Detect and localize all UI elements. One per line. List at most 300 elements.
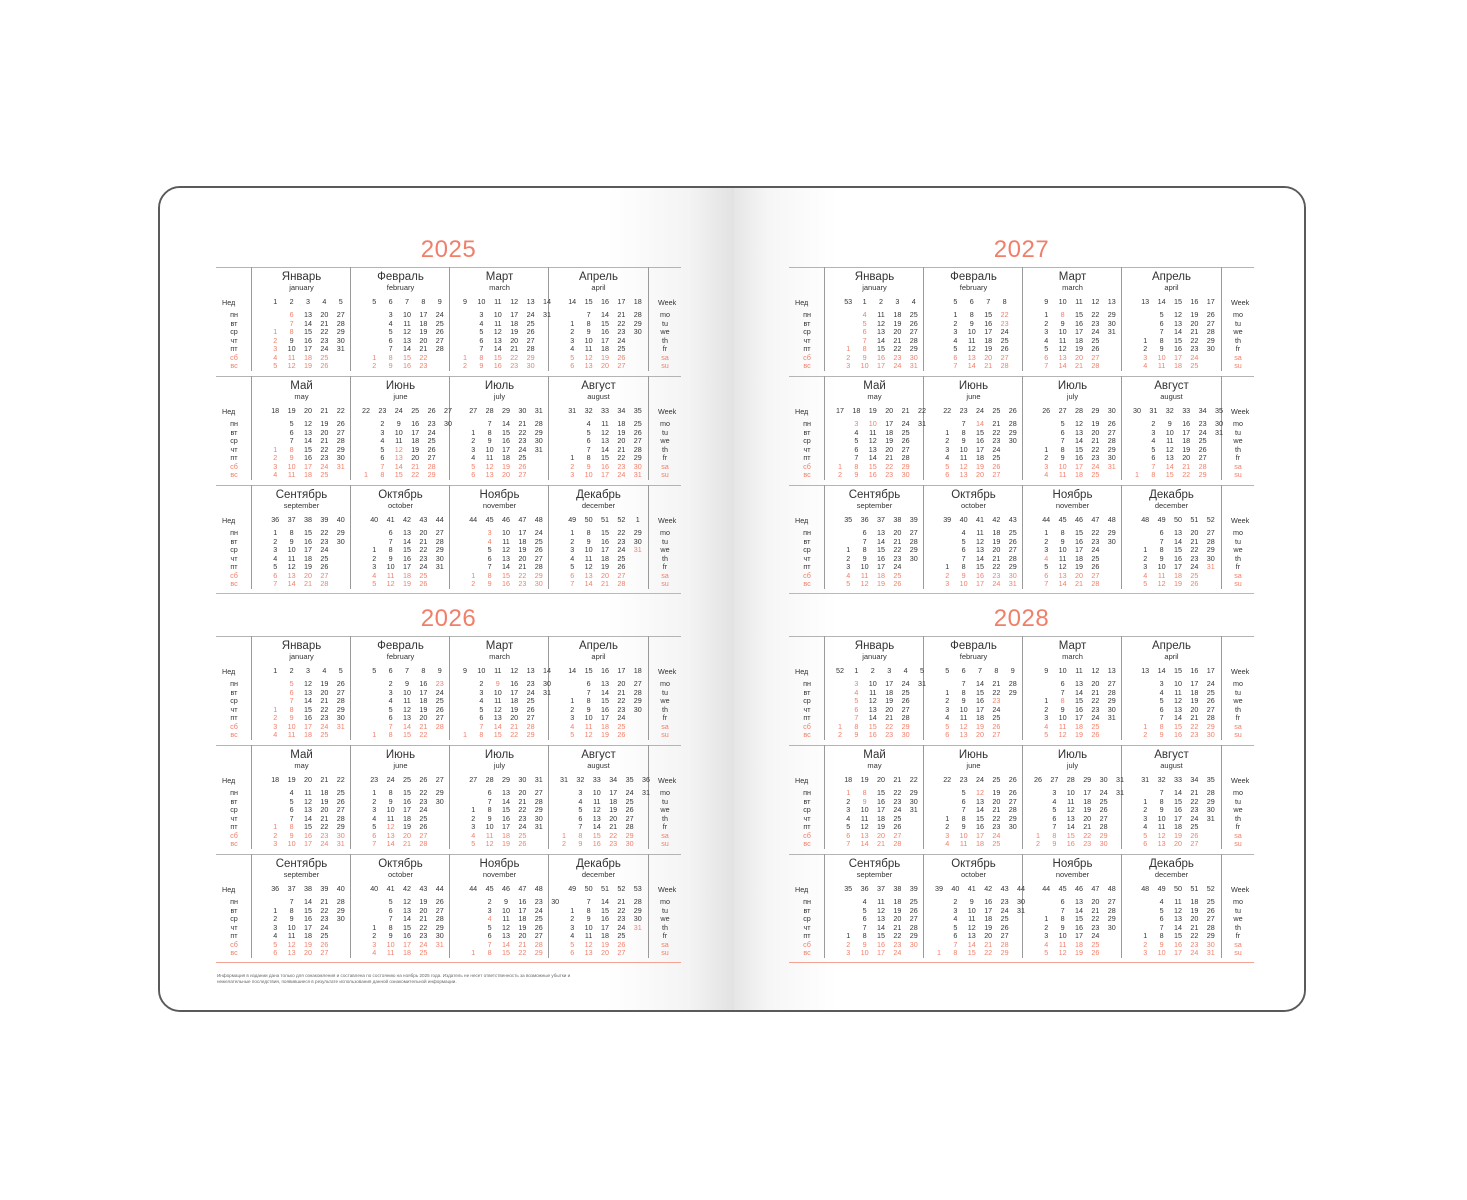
day-label-en: th xyxy=(662,922,668,932)
day-cell: 22 xyxy=(992,687,1001,697)
day-cell: 19 xyxy=(502,461,510,471)
day-cell: 21 xyxy=(411,461,420,471)
day-cell: 20 xyxy=(518,553,527,563)
day-cell: 26 xyxy=(992,461,1001,471)
day-cell: 9 xyxy=(969,318,974,328)
month-name-ru: Август xyxy=(1154,380,1189,392)
day-cell: 7 xyxy=(487,419,492,428)
day-cell: 3 xyxy=(487,905,492,915)
week-number: 30 xyxy=(1133,406,1141,415)
week-number: 44 xyxy=(1042,884,1051,893)
day-cell: 22 xyxy=(617,453,626,462)
day-cell: 3 xyxy=(487,528,492,537)
day-cell: 9 xyxy=(289,536,294,546)
day-cell: 4 xyxy=(1151,436,1156,445)
day-label-ru: ср xyxy=(230,545,238,554)
week-number: 8 xyxy=(1002,297,1007,306)
month-name-en: july xyxy=(1066,761,1079,770)
day-label-en: tu xyxy=(1235,318,1241,328)
day-cell: 4 xyxy=(388,696,393,705)
day-cell: 31 xyxy=(336,839,345,848)
day-cell: 15 xyxy=(601,905,609,915)
week-number: 45 xyxy=(1058,884,1067,893)
year-2025 xyxy=(216,188,681,588)
day-cell: 8 xyxy=(1052,830,1057,840)
day-cell: 10 xyxy=(287,344,296,353)
day-cell: 21 xyxy=(518,796,527,806)
day-cell: 26 xyxy=(320,562,329,571)
day-cell: 22 xyxy=(419,788,428,797)
day-cell: 27 xyxy=(1008,545,1017,554)
day-cell: 28 xyxy=(901,713,910,722)
day-cell: 17 xyxy=(419,310,428,319)
day-cell: 27 xyxy=(435,335,444,345)
week-number: 43 xyxy=(1000,884,1009,893)
day-cell: 14 xyxy=(868,713,877,722)
day-cell: 17 xyxy=(518,528,527,537)
day-cell: 1 xyxy=(1044,310,1049,319)
week-number: 28 xyxy=(485,775,494,784)
day-cell: 2 xyxy=(570,704,575,714)
week-label-en: Week xyxy=(1231,885,1250,894)
column-divider xyxy=(1221,745,1222,849)
week-number: 26 xyxy=(1042,406,1051,415)
day-cell: 1 xyxy=(562,830,566,840)
day-cell: 16 xyxy=(976,570,984,580)
day-cell: 14 xyxy=(493,721,502,731)
day-cell: 15 xyxy=(493,730,502,739)
day-cell: 21 xyxy=(518,419,527,428)
day-cell: 11 xyxy=(1058,553,1067,563)
day-label-ru: сб xyxy=(230,570,238,580)
day-cell: 21 xyxy=(893,335,902,345)
day-label-ru: чт xyxy=(803,922,811,932)
day-cell: 3 xyxy=(570,922,575,932)
day-cell: 25 xyxy=(1190,361,1199,370)
day-cell: 15 xyxy=(1075,528,1083,537)
day-cell: 10 xyxy=(959,579,968,588)
day-label-en: sa xyxy=(661,461,669,471)
day-cell: 1 xyxy=(1036,830,1040,840)
week-number: 1 xyxy=(635,515,640,524)
day-cell: 24 xyxy=(617,470,626,479)
week-number: 28 xyxy=(1075,406,1083,415)
day-cell: 5 xyxy=(372,579,377,588)
day-label-en: we xyxy=(1233,436,1243,445)
week-label-en: Week xyxy=(658,407,677,416)
day-cell: 16 xyxy=(304,453,312,462)
day-cell: 7 xyxy=(862,922,867,932)
day-label-en: tu xyxy=(1235,905,1241,915)
day-cell: 23 xyxy=(1190,730,1199,739)
day-label-ru: вс xyxy=(230,948,238,957)
day-cell: 12 xyxy=(1157,579,1166,588)
week-number: 46 xyxy=(502,884,510,893)
day-cell: 25 xyxy=(617,344,626,353)
day-cell: 29 xyxy=(1198,470,1207,479)
day-cell: 16 xyxy=(1174,805,1182,814)
month-name-en: november xyxy=(1055,870,1090,879)
day-cell: 27 xyxy=(336,805,345,814)
day-cell: 17 xyxy=(976,444,984,454)
day-cell: 26 xyxy=(320,939,329,949)
day-cell: 9 xyxy=(487,579,492,588)
day-cell: 14 xyxy=(1058,361,1067,370)
day-label-ru: пт xyxy=(803,713,811,722)
day-cell: 1 xyxy=(1044,444,1049,454)
month-name-ru: Июль xyxy=(484,380,515,392)
day-cell: 14 xyxy=(976,419,984,428)
day-cell: 30 xyxy=(336,536,345,546)
day-cell: 6 xyxy=(289,310,294,319)
week-number: 14 xyxy=(543,297,551,306)
day-cell: 13 xyxy=(304,805,312,814)
month-name-ru: Июнь xyxy=(958,380,989,392)
day-cell: 11 xyxy=(287,931,296,940)
day-cell: 23 xyxy=(992,822,1001,831)
day-label-en: tu xyxy=(662,796,668,806)
day-cell: 20 xyxy=(1091,679,1100,688)
week-number: 1 xyxy=(854,666,859,675)
day-cell: 9 xyxy=(1159,553,1164,563)
week-number: 3 xyxy=(306,666,310,675)
day-cell: 2 xyxy=(1143,730,1148,739)
day-cell: 22 xyxy=(1083,830,1092,840)
week-number: 20 xyxy=(304,406,312,415)
day-cell: 9 xyxy=(388,931,393,940)
month-june xyxy=(924,746,1023,850)
day-cell: 30 xyxy=(534,436,543,445)
day-cell: 19 xyxy=(1075,562,1083,571)
day-cell: 14 xyxy=(976,553,984,563)
day-label-ru: ср xyxy=(803,436,811,445)
day-cell: 6 xyxy=(854,704,859,714)
day-cell: 4 xyxy=(1143,822,1148,831)
day-cell: 2 xyxy=(479,679,484,688)
day-cell: 20 xyxy=(320,310,329,319)
day-cell: 30 xyxy=(1008,570,1017,580)
day-cell: 10 xyxy=(967,905,976,915)
day-cell: 27 xyxy=(901,444,910,454)
day-cell: 24 xyxy=(893,948,902,957)
day-cell: 24 xyxy=(1091,931,1100,940)
day-cell: 29 xyxy=(1107,444,1116,454)
month-name-en: september xyxy=(856,870,893,879)
day-cell: 3 xyxy=(1151,427,1156,437)
week-number: 14 xyxy=(1157,297,1166,306)
day-label-ru: пн xyxy=(230,788,238,797)
day-cell: 20 xyxy=(304,570,312,580)
day-cell: 17 xyxy=(976,704,984,714)
day-cell: 23 xyxy=(1091,704,1100,714)
day-cell: 15 xyxy=(304,905,312,915)
day-cell: 17 xyxy=(1174,562,1182,571)
month-april xyxy=(1122,268,1221,372)
day-cell: 14 xyxy=(976,679,984,688)
day-cell: 2 xyxy=(953,318,958,328)
day-label-en: sa xyxy=(661,721,669,731)
month-name-ru: Март xyxy=(485,640,514,652)
day-cell: 23 xyxy=(893,553,902,563)
day-cell: 26 xyxy=(526,327,535,336)
day-label-en: fr xyxy=(662,713,668,722)
week-number: 31 xyxy=(1141,775,1150,784)
day-cell: 25 xyxy=(893,570,902,580)
disclaimer-text: Информация в издании дана только для ознакомления и составлена по состоянию на ноябрь 2025 года. Издатель не несет ответственность за возможные убытки и нежелательные последствия, появившиеся в результате использования данной ознакомительной информации. xyxy=(217,973,571,984)
day-cell: 14 xyxy=(502,562,510,571)
day-label-ru: ср xyxy=(230,805,238,814)
column-divider xyxy=(648,267,649,371)
day-cell: 9 xyxy=(961,822,966,831)
day-cell: 28 xyxy=(1107,687,1116,697)
day-cell: 19 xyxy=(1174,579,1182,588)
day-cell: 3 xyxy=(273,922,278,932)
day-cell: 21 xyxy=(304,579,312,588)
day-cell: 19 xyxy=(992,788,1001,797)
day-cell: 2 xyxy=(953,897,958,906)
day-cell: 7 xyxy=(479,344,484,353)
week-number: 44 xyxy=(1017,884,1025,893)
day-cell: 1 xyxy=(1143,335,1148,345)
week-number: 22 xyxy=(943,775,952,784)
day-cell: 26 xyxy=(320,361,329,370)
day-cell: 8 xyxy=(1159,796,1164,806)
day-cell: 4 xyxy=(273,553,278,563)
day-cell: 14 xyxy=(502,939,510,949)
day-label-ru: вт xyxy=(230,536,238,546)
week-number: 29 xyxy=(502,406,510,415)
day-cell: 26 xyxy=(419,822,428,831)
day-cell: 19 xyxy=(510,327,519,336)
day-cell: 25 xyxy=(617,721,626,731)
day-cell: 5 xyxy=(570,352,575,362)
day-cell: 13 xyxy=(386,830,395,840)
day-cell: 21 xyxy=(1091,905,1100,915)
day-label-en: mo xyxy=(660,788,670,797)
day-cell: 9 xyxy=(586,327,591,336)
day-cell: 13 xyxy=(877,914,885,923)
week-number: 15 xyxy=(584,666,593,675)
day-cell: 30 xyxy=(543,679,551,688)
month-july xyxy=(450,746,549,850)
day-cell: 23 xyxy=(510,361,519,370)
day-cell: 19 xyxy=(601,562,609,571)
month-name-en: january xyxy=(289,652,314,661)
day-label-ru: вс xyxy=(803,839,811,848)
day-cell: 1 xyxy=(471,948,476,957)
day-cell: 20 xyxy=(601,948,609,957)
week-number: 40 xyxy=(959,515,968,524)
day-cell: 23 xyxy=(419,361,428,370)
day-cell: 8 xyxy=(961,813,966,823)
day-label-en: sa xyxy=(661,939,669,949)
day-cell: 29 xyxy=(336,327,345,336)
day-cell: 15 xyxy=(976,427,984,437)
day-label-ru: чт xyxy=(230,444,238,454)
day-cell: 11 xyxy=(485,453,494,462)
day-cell: 9 xyxy=(405,679,409,688)
day-cell: 23 xyxy=(1091,536,1100,546)
day-label-en: tu xyxy=(662,687,668,697)
day-cell: 16 xyxy=(493,361,502,370)
day-cell: 18 xyxy=(893,310,902,319)
day-cell: 26 xyxy=(625,805,634,814)
year-title: 2026 xyxy=(420,605,477,632)
month-name-ru: Сентябрь xyxy=(848,858,901,870)
month-name-ru: Май xyxy=(863,749,886,761)
day-cell: 11 xyxy=(593,796,601,806)
day-cell: 19 xyxy=(976,721,984,731)
day-cell: 17 xyxy=(609,788,618,797)
day-cell: 11 xyxy=(494,696,502,705)
day-cell: 15 xyxy=(502,570,510,580)
day-cell: 18 xyxy=(885,427,894,437)
day-cell: 20 xyxy=(1091,427,1100,437)
week-number: 23 xyxy=(370,775,379,784)
day-cell: 6 xyxy=(289,687,294,697)
day-cell: 26 xyxy=(893,822,902,831)
week-number: 44 xyxy=(1042,515,1051,524)
day-cell: 25 xyxy=(419,570,428,580)
week-number-label: Нед xyxy=(222,516,236,525)
day-cell: 4 xyxy=(372,570,377,580)
day-cell: 7 xyxy=(273,579,278,588)
day-label-ru: пт xyxy=(230,713,238,722)
day-cell: 9 xyxy=(289,453,294,462)
day-cell: 8 xyxy=(586,905,591,915)
day-cell: 7 xyxy=(388,344,393,353)
day-cell: 11 xyxy=(1174,687,1182,697)
day-cell: 12 xyxy=(403,704,411,714)
month-name-en: february xyxy=(959,283,988,292)
day-cell: 4 xyxy=(273,931,278,940)
day-cell: 29 xyxy=(1008,687,1017,697)
week-number: 52 xyxy=(617,515,626,524)
week-number: 9 xyxy=(437,666,442,675)
day-cell: 27 xyxy=(625,813,634,823)
day-label-en: sa xyxy=(1234,939,1242,949)
day-cell: 12 xyxy=(868,436,877,445)
day-cell: 13 xyxy=(403,905,411,915)
day-cell: 12 xyxy=(1058,344,1067,353)
day-cell: 21 xyxy=(885,713,894,722)
day-cell: 21 xyxy=(617,897,626,906)
day-cell: 2 xyxy=(372,796,377,806)
day-cell: 26 xyxy=(1107,419,1116,428)
day-cell: 2 xyxy=(388,679,393,688)
day-cell: 4 xyxy=(273,470,278,479)
month-august xyxy=(1122,377,1221,481)
day-cell: 21 xyxy=(518,939,527,949)
day-cell: 6 xyxy=(570,361,575,370)
day-cell: 27 xyxy=(336,687,345,697)
week-number: 49 xyxy=(1157,515,1166,524)
day-cell: 21 xyxy=(320,436,329,445)
month-name-ru: Август xyxy=(581,380,616,392)
day-cell: 1 xyxy=(372,352,377,362)
day-cell: 31 xyxy=(909,805,918,814)
day-cell: 10 xyxy=(584,470,593,479)
day-cell: 26 xyxy=(1008,788,1017,797)
week-number: 39 xyxy=(943,515,952,524)
day-cell: 3 xyxy=(273,839,278,848)
week-number: 5 xyxy=(372,666,377,675)
day-cell: 17 xyxy=(510,687,519,697)
week-number: 47 xyxy=(518,515,527,524)
day-cell: 19 xyxy=(518,922,527,932)
day-cell: 5 xyxy=(388,897,393,906)
day-cell: 2 xyxy=(1044,453,1049,462)
day-cell: 26 xyxy=(1198,444,1207,454)
day-cell: 9 xyxy=(487,436,492,445)
day-cell: 1 xyxy=(945,687,950,697)
day-cell: 8 xyxy=(1060,528,1065,537)
day-cell: 28 xyxy=(1107,905,1116,915)
day-cell: 29 xyxy=(901,461,910,471)
day-label-en: su xyxy=(1234,361,1242,370)
day-label-ru: чт xyxy=(230,704,238,714)
month-july xyxy=(450,377,549,481)
day-cell: 10 xyxy=(485,444,494,454)
day-cell: 19 xyxy=(502,839,510,848)
day-cell: 11 xyxy=(502,536,510,546)
day-cell: 4 xyxy=(570,721,575,731)
day-cell: 3 xyxy=(1052,788,1057,797)
day-cell: 10 xyxy=(1066,788,1075,797)
day-cell: 25 xyxy=(992,839,1001,848)
day-cell: 9 xyxy=(289,830,294,840)
day-cell: 27 xyxy=(419,830,428,840)
day-cell: 25 xyxy=(1008,528,1017,537)
day-label-ru: сб xyxy=(230,830,238,840)
day-cell: 13 xyxy=(601,436,609,445)
day-cell: 3 xyxy=(388,310,393,319)
day-cell: 8 xyxy=(479,352,484,362)
day-cell: 8 xyxy=(854,461,859,471)
day-cell: 11 xyxy=(584,344,593,353)
day-cell: 1 xyxy=(838,461,842,471)
week-number: 8 xyxy=(421,666,426,675)
day-cell: 25 xyxy=(1000,335,1009,345)
day-cell: 10 xyxy=(584,545,593,554)
day-cell: 5 xyxy=(487,545,492,554)
month-name-en: march xyxy=(1062,283,1083,292)
week-number: 26 xyxy=(1008,406,1017,415)
day-cell: 2 xyxy=(945,696,950,705)
day-cell: 30 xyxy=(1008,436,1017,445)
day-cell: 17 xyxy=(976,830,984,840)
week-label-en: Week xyxy=(658,516,677,525)
day-cell: 4 xyxy=(1159,687,1164,697)
week-number: 5 xyxy=(953,297,958,306)
day-cell: 7 xyxy=(854,713,859,722)
week-number: 6 xyxy=(388,666,393,675)
day-cell: 25 xyxy=(1198,436,1207,445)
day-cell: 15 xyxy=(868,461,877,471)
day-label-ru: ср xyxy=(803,545,811,554)
day-cell: 13 xyxy=(502,931,510,940)
week-number: 42 xyxy=(403,884,411,893)
day-cell: 5 xyxy=(862,318,867,328)
week-number: 25 xyxy=(992,775,1001,784)
day-cell: 28 xyxy=(336,813,345,823)
day-cell: 19 xyxy=(1182,444,1191,454)
day-label-en: we xyxy=(1233,545,1243,554)
day-cell: 20 xyxy=(1190,914,1199,923)
day-cell: 30 xyxy=(1107,453,1116,462)
day-cell: 17 xyxy=(1174,813,1182,823)
day-cell: 19 xyxy=(320,679,329,688)
